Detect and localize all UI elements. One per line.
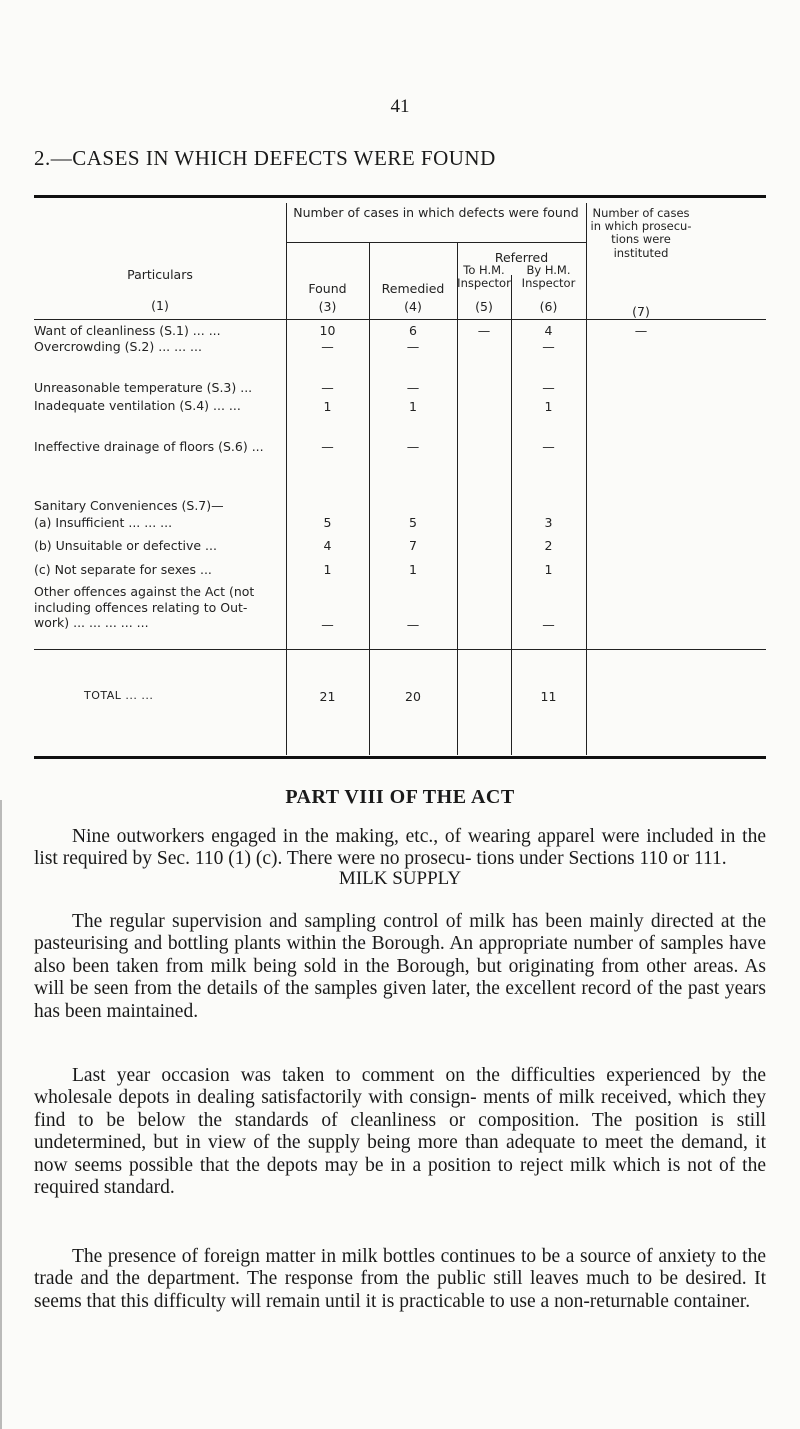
found-cell: —: [321, 380, 334, 395]
header-rule: [34, 319, 766, 320]
by-hm-cell: —: [542, 380, 555, 395]
header-number-group: Number of cases in which defects were found: [293, 205, 579, 220]
to-hm-cell: —: [477, 323, 491, 338]
found-cell: 4: [323, 538, 332, 553]
remedied-cell: —: [406, 339, 420, 354]
found-cell: 1: [323, 399, 332, 414]
prosecutions-cell: —: [634, 323, 648, 338]
by-hm-cell: —: [542, 339, 555, 354]
found-cell: —: [321, 617, 334, 632]
found-cell: 5: [323, 515, 332, 530]
page-number: 41: [390, 96, 410, 117]
row-label: Want of cleanliness (S.1) ... ...: [34, 323, 221, 338]
table-bottom-rule: [34, 756, 766, 759]
milk-paragraph-1: The regular supervision and sampling control of milk has been mainly directed at the pasteurising and bottling plants within the Borough. An appropriate number of samples have also been taken from milk being sold in the Borough, but originating from other areas. As will be seen from the details of the samples given later, the excellent record of the past years has been maintained.: [34, 911, 766, 1022]
header-prosecutions-col: (7): [632, 304, 650, 319]
header-to-hm-col: (5): [475, 299, 493, 314]
total-found: 21: [319, 689, 336, 704]
row-label: (a) Insufficient ... ... ...: [34, 515, 173, 530]
total-rule: [34, 649, 766, 650]
found-cell: 10: [319, 323, 336, 338]
header-found-col: (3): [318, 299, 337, 314]
header-particulars-col: (1): [151, 298, 169, 313]
header-particulars: Particulars: [127, 267, 193, 282]
remedied-cell: —: [406, 617, 420, 632]
part-viii-heading: PART VIII OF THE ACT: [285, 786, 515, 808]
row-label: Ineffective drainage of floors (S.6) ...: [34, 439, 264, 454]
total-remedied: 20: [405, 689, 421, 704]
header-remedied: Remedied: [381, 281, 445, 296]
row-label: Inadequate ventilation (S.4) ... ...: [34, 398, 241, 413]
remedied-cell: 6: [409, 323, 417, 338]
section-title: 2.—CASES IN WHICH DEFECTS WERE FOUND: [34, 146, 496, 170]
row-label: (b) Unsuitable or defective ...: [34, 538, 217, 553]
header-referred: Referred: [494, 250, 549, 265]
remedied-cell: —: [406, 380, 420, 395]
header-prosecutions: Number of cases in which prosecu- tions were instituted: [590, 206, 692, 260]
remedied-cell: 1: [409, 562, 417, 577]
row-label: Overcrowding (S.2) ... ... ...: [34, 339, 202, 354]
part-viii-paragraph: Nine outworkers engaged in the making, etc., of wearing apparel were included in the list required by Sec. 110 (1) (c). There were no prosecu- tions under Sections 110 or 111.: [34, 826, 766, 870]
remedied-cell: —: [406, 439, 420, 454]
by-hm-cell: 3: [544, 515, 553, 530]
milk-paragraph-3: The presence of foreign matter in milk bottles continues to be a source of anxiety to the trade and the department. The response from the public still leaves much to be desired. It seems that this difficulty will remain until it is practicable to use a non-returnable container.: [34, 1246, 766, 1312]
header-by-hm: By H.M. Inspector: [521, 263, 576, 291]
milk-supply-heading: MILK SUPPLY: [338, 868, 462, 889]
header-found: Found: [308, 281, 347, 296]
milk-paragraph-2: Last year occasion was taken to comment on the difficulties experienced by the wholesale depots in dealing satisfactorily with consign- ments of milk received, which they find to be below the standards of cleanliness or composition. The position is still undetermined, but in view of the supply being more than adequate to meet the demand, it now seems possible that the depots may be in a position to reject milk which is not of the required standard.: [34, 1065, 766, 1199]
row-label: (c) Not separate for sexes ...: [34, 562, 212, 577]
by-hm-cell: 2: [544, 538, 553, 553]
defects-table: [34, 193, 766, 756]
by-hm-cell: —: [542, 439, 555, 454]
by-hm-cell: 1: [544, 562, 553, 577]
remedied-cell: 5: [409, 515, 417, 530]
header-by-hm-col: (6): [539, 299, 558, 314]
row-label: Sanitary Conveniences (S.7)—: [34, 498, 224, 513]
by-hm-cell: —: [542, 617, 555, 632]
found-cell: —: [321, 439, 334, 454]
row-label: Unreasonable temperature (S.3) ...: [34, 380, 253, 395]
total-label: TOTAL ... ...: [84, 689, 154, 702]
header-subrule: [286, 242, 586, 243]
by-hm-cell: 4: [544, 323, 553, 338]
total-by-hm: 11: [540, 689, 557, 704]
remedied-cell: 7: [409, 538, 417, 553]
found-cell: —: [321, 339, 334, 354]
remedied-cell: 1: [409, 399, 417, 414]
col-divider: [586, 203, 587, 755]
by-hm-cell: 1: [544, 399, 553, 414]
scan-edge-shadow: [0, 800, 2, 1429]
found-cell: 1: [323, 562, 332, 577]
header-to-hm: To H.M. Inspector: [457, 263, 511, 291]
header-remedied-col: (4): [404, 299, 422, 314]
row-label: Other offences against the Act (not including offences relating to Out- work) ... ... ... ... ...: [34, 584, 255, 631]
